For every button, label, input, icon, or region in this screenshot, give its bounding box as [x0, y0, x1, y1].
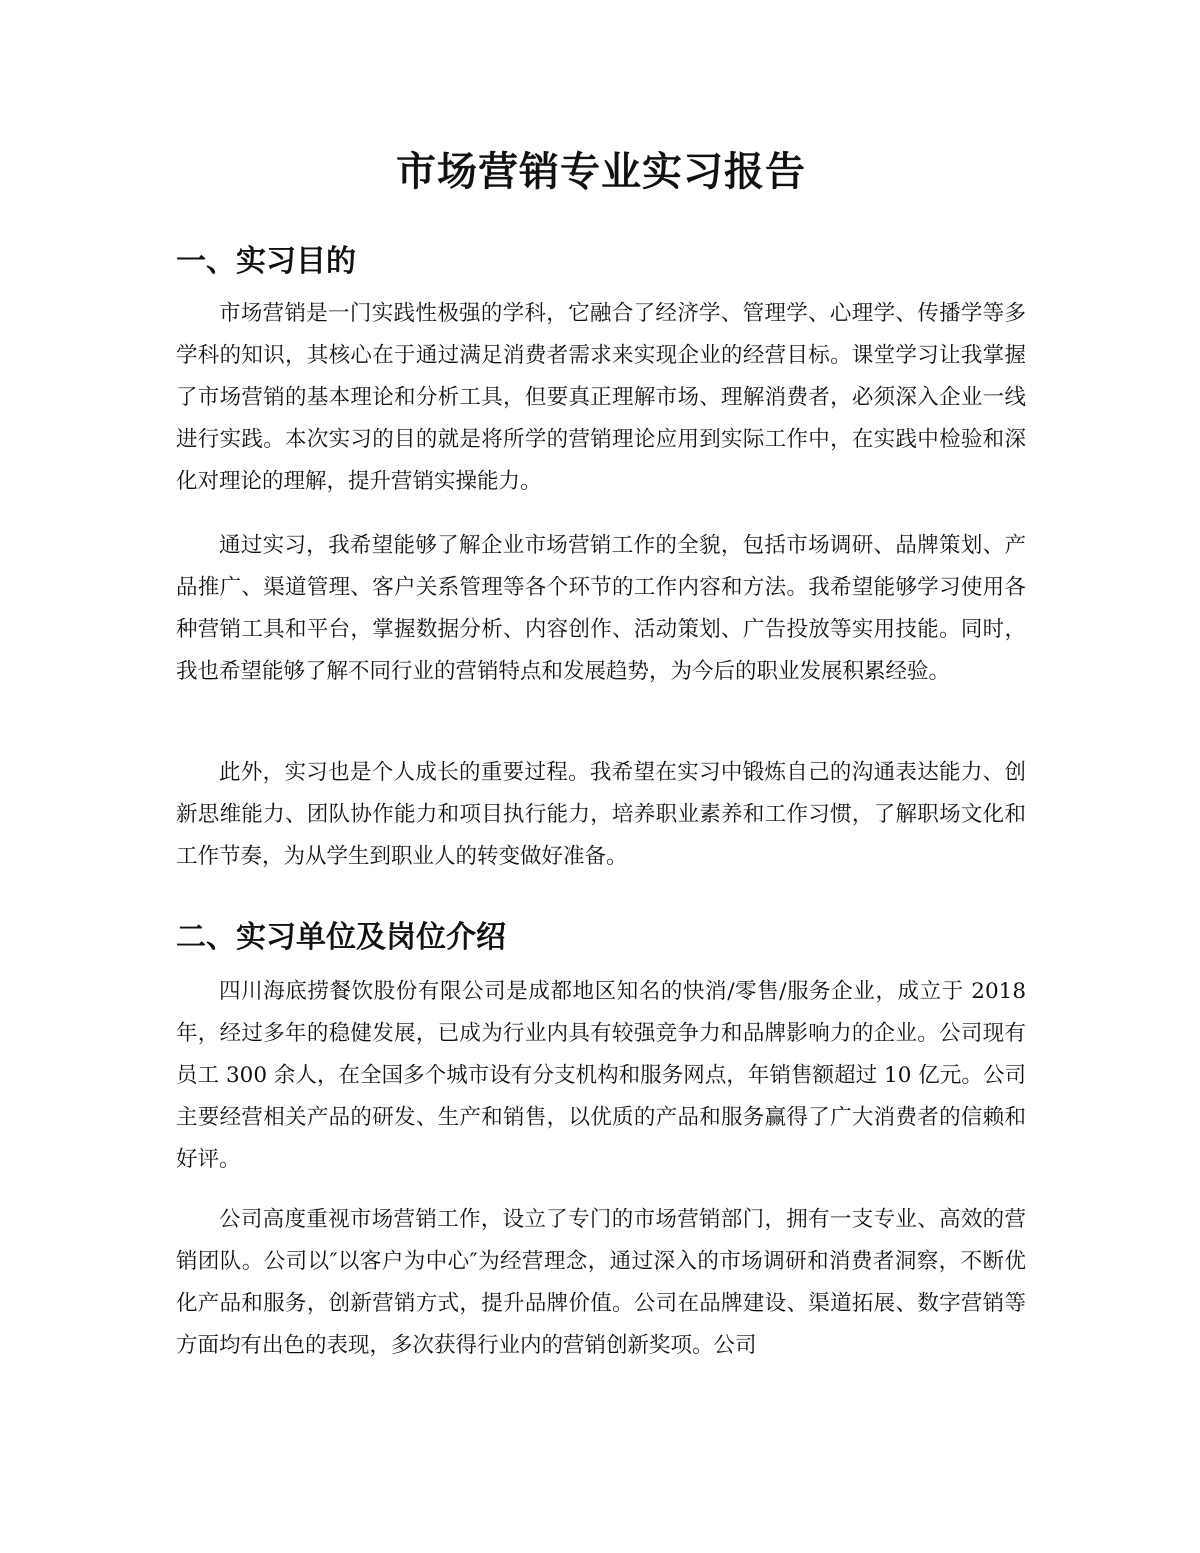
section-heading-company-intro: 二、实习单位及岗位介绍 — [176, 920, 506, 955]
paragraph: 市场营销是一门实践性极强的学科，它融合了经济学、管理学、心理学、传播学等多学科的知识，其核心在于通过满足消费者需求来实现企业的经营目标。课堂学习让我掌握了市场营销的基本理论和分析工具，但要真正理解市场、理解消费者，必须深入企业一线进行实践。本次实习的目的就是将所学的营销理论应用到实际工作中，在实践中检验和深化对理论的理解，提升营销实操能力。 — [176, 301, 1026, 494]
paragraph: 四川海底捞餐饮股份有限公司是成都地区知名的快消/零售/服务企业，成立于 2018 年，经过多年的稳健发展，已成为行业内具有较强竞争力和品牌影响力的企业。公司现有员工 300 余人，在全国多个城市设有分支机构和服务网点，年销售额超过 10 亿元。公司主要经营相关产品的研发、生产和销售，以优质的产品和服务赢得了广大消费者的信赖和好评。 — [176, 979, 1026, 1172]
paragraph: 通过实习，我希望能够了解企业市场营销工作的全貌，包括市场调研、品牌策划、产品推广、渠道管理、客户关系管理等各个环节的工作内容和方法。我希望能够学习使用各种营销工具和平台，掌握数据分析、内容创作、活动策划、广告投放等实用技能。同时，我也希望能够了解不同行业的营销特点和发展趋势，为今后的职业发展积累经验。 — [176, 533, 1026, 684]
paragraph: 此外，实习也是个人成长的重要过程。我希望在实习中锻炼自己的沟通表达能力、创新思维能力、团队协作能力和项目执行能力，培养职业素养和工作习惯，了解职场文化和工作节奏，为从学生到职业人的转变做好准备。 — [176, 760, 1026, 869]
paragraph: 公司高度重视市场营销工作，设立了专门的市场营销部门，拥有一支专业、高效的营销团队。公司以″以客户为中心″为经营理念，通过深入的市场调研和消费者洞察，不断优化产品和服务，创新营销方式，提升品牌价值。公司在品牌建设、渠道拓展、数字营销等方面均有出色的表现，多次获得行业内的营销创新奖项。公司 — [176, 1207, 1026, 1358]
document-title: 市场营销专业实习报告 — [396, 149, 806, 195]
section-heading-purpose: 一、实习目的 — [176, 244, 356, 279]
